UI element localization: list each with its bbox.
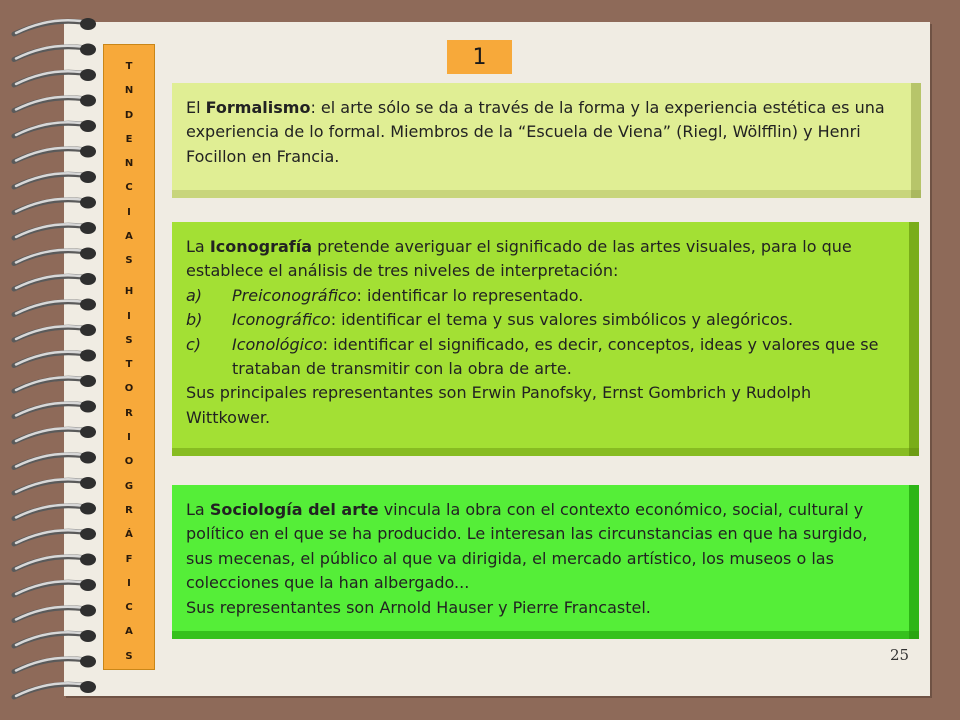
sidebar-letter: I — [127, 206, 131, 218]
list-item-content — [232, 284, 897, 308]
spiral-ring — [14, 324, 96, 340]
spiral-ring — [14, 95, 96, 111]
section-number-badge — [447, 40, 512, 74]
sidebar-letter: O — [124, 456, 134, 468]
list-item-label: Iconográfico — [232, 310, 331, 330]
spiral-ring — [14, 120, 96, 136]
iconografia-intro — [186, 235, 897, 284]
spiral-ring — [14, 605, 96, 621]
spiral-ring — [14, 681, 96, 697]
spiral-ring — [14, 401, 96, 417]
spiral-ring — [14, 554, 96, 570]
formalismo-box — [172, 83, 911, 190]
sidebar-letter: O — [124, 383, 134, 395]
spiral-ring — [14, 452, 96, 468]
spiral-ring — [14, 171, 96, 187]
list-item-text: : identificar el tema y sus valores simbólicos y alegóricos. — [330, 310, 794, 330]
spiral-ring — [14, 248, 96, 264]
sidebar-letter: A — [125, 626, 133, 638]
spiral-ring — [14, 273, 96, 289]
list-item-label: Preiconográfico — [232, 285, 357, 305]
list-marker: b) — [186, 310, 203, 330]
list-item — [186, 333, 897, 382]
sidebar-letter: S — [125, 255, 133, 267]
list-item-label: Iconológico — [232, 334, 323, 354]
spiral-ring — [14, 503, 96, 519]
spiral-ring — [14, 222, 96, 238]
sidebar-letter: E — [125, 133, 133, 145]
sidebar-letter: R — [125, 407, 133, 419]
list-marker: a) — [186, 285, 203, 305]
spiral-ring — [14, 630, 96, 646]
sidebar-letter: R — [125, 504, 133, 516]
iconografia-text: pretende averiguar el significado de las artes visuales, para lo que establece el análisis de tres niveles de interpretación: — [186, 237, 852, 281]
spiral-ring — [14, 477, 96, 493]
sidebar-letter: Á — [125, 529, 133, 541]
formalismo-text: : el arte sólo se da a través de la forma y la experiencia estética es una experiencia de lo formal. Miembros de la “Escuela de Viena” (Riegl, Wölfflin) y Henri Focillon en Francia. — [186, 98, 885, 166]
formalismo-prefix: El — [186, 98, 206, 117]
spiral-ring — [14, 69, 96, 85]
list-item-content — [232, 333, 897, 382]
iconografia-term: Iconografía — [209, 237, 313, 256]
list-item — [186, 308, 897, 332]
sociologia-text: vincula la obra con el contexto económico, social, cultural y político en el que se ha producido. Le interesan las circunstancias en que ha surgido, sus mecenas, el público al que va dirigida, el mercado artístico, los museos o las colecciones que la han albergado... — [186, 500, 868, 593]
iconografia-prefix: La — [186, 237, 210, 256]
sidebar-letter: C — [125, 182, 133, 194]
spiral-ring — [14, 426, 96, 442]
sidebar-letter: T — [125, 359, 133, 371]
sidebar-letter: N — [124, 158, 134, 170]
sidebar-letter: D — [124, 109, 134, 121]
sidebar-letter: F — [125, 553, 133, 565]
iconografia-box — [172, 222, 909, 448]
spiral-ring — [14, 579, 96, 595]
sociologia-paragraph — [186, 498, 897, 596]
spiral-ring — [14, 197, 96, 213]
sidebar-letter: I — [127, 432, 131, 444]
sociologia-closing: Sus representantes son Arnold Hauser y Pierre Francastel. — [186, 597, 651, 617]
formalismo-paragraph — [186, 96, 899, 169]
spiral-ring — [14, 18, 96, 34]
spiral-ring — [14, 44, 96, 60]
sidebar-letter: S — [125, 334, 133, 346]
page-number: 25 — [890, 646, 910, 664]
list-item-text: : identificar lo representado. — [356, 285, 584, 305]
list-item-text: : identificar el significado, es decir, conceptos, ideas y valores que se trataban de transmitir con la obra de arte. — [232, 334, 879, 379]
spiral-ring — [14, 656, 96, 672]
sidebar-letter: N — [124, 85, 134, 97]
sidebar-letter: A — [125, 231, 133, 243]
sociologia-box — [172, 485, 909, 631]
section-number: 1 — [472, 44, 487, 70]
formalismo-term: Formalismo — [205, 98, 311, 117]
spiral-ring — [14, 146, 96, 162]
sociologia-term: Sociología del arte — [209, 500, 379, 519]
vertical-title-sidebar — [103, 44, 155, 670]
sidebar-letter: T — [125, 61, 133, 72]
list-item-content — [232, 308, 897, 332]
sidebar-letter: I — [127, 577, 131, 589]
sidebar-letter: S — [125, 650, 133, 662]
spiral-ring — [14, 528, 96, 544]
sidebar-letter: G — [124, 480, 134, 492]
spiral-ring — [14, 299, 96, 315]
sidebar-letter: H — [124, 286, 134, 298]
spiral-ring — [14, 350, 96, 366]
sidebar-letter: I — [127, 310, 131, 322]
sociologia-prefix: La — [186, 500, 210, 519]
list-item — [186, 284, 897, 308]
iconografia-closing: Sus principales representantes son Erwin Panofsky, Ernst Gombrich y Rudolph Wittkower. — [186, 383, 812, 427]
list-marker: c) — [186, 334, 202, 354]
sidebar-letter: C — [125, 602, 133, 614]
spiral-ring — [14, 375, 96, 391]
